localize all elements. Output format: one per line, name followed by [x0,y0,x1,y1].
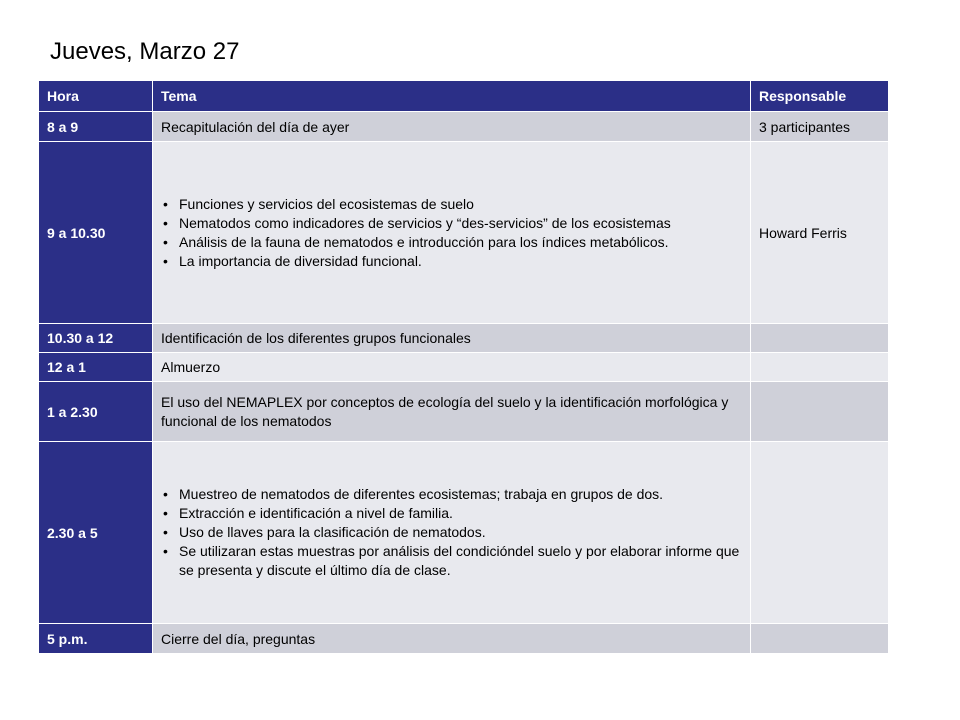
table-row [39,382,889,442]
list-item: • Análisis de la fauna de nematodos e introducción para los índices metabólicos. [161,233,742,252]
header-hora: Hora [39,81,153,112]
table-row [39,353,889,382]
page-title: Jueves, Marzo 27 [50,38,240,65]
row-responsable [751,624,889,654]
row-responsable: Howard Ferris [751,142,889,324]
table-row [39,324,889,353]
row-tema: Almuerzo [153,353,751,382]
list-item: • Funciones y servicios del ecosistemas de suelo [161,195,742,214]
row-tema [153,142,751,324]
row-tema [153,442,751,624]
table-row [39,624,889,654]
row-tema: Identificación de los diferentes grupos funcionales [153,324,751,353]
row-hora: 12 a 1 [39,353,153,382]
list-item: • Nematodos como indicadores de servicios y “des-servicios” de los ecosistemas [161,214,742,233]
list-item: • La importancia de diversidad funcional. [161,252,742,271]
schedule-table [38,80,889,654]
topic-list [161,195,742,271]
row-tema: Recapitulación del día de ayer [153,112,751,142]
header-responsable: Responsable [751,81,889,112]
table-row [39,112,889,142]
topic-list [161,485,742,580]
list-item: • Muestreo de nematodos de diferentes ecosistemas; trabaja en grupos de dos. [161,485,742,504]
header-tema: Tema [153,81,751,112]
row-tema: Cierre del día, preguntas [153,624,751,654]
row-hora: 8 a 9 [39,112,153,142]
row-hora: 9 a 10.30 [39,142,153,324]
row-responsable [751,442,889,624]
row-hora: 5 p.m. [39,624,153,654]
row-hora: 10.30 a 12 [39,324,153,353]
list-item: • Se utilizaran estas muestras por análisis del condicióndel suelo y por elaborar informe que se presenta y discute el último día de clase. [161,542,742,580]
table-row [39,442,889,624]
list-item: • Extracción e identificación a nivel de familia. [161,504,742,523]
row-responsable [751,382,889,442]
row-responsable [751,353,889,382]
table-header-row [39,81,889,112]
row-responsable: 3 participantes [751,112,889,142]
row-hora: 2.30 a 5 [39,442,153,624]
row-tema: El uso del NEMAPLEX por conceptos de ecología del suelo y la identificación morfológica y funcional de los nematodos [153,382,751,442]
table-row [39,142,889,324]
list-item: • Uso de llaves para la clasificación de nematodos. [161,523,742,542]
row-responsable [751,324,889,353]
row-hora: 1 a 2.30 [39,382,153,442]
